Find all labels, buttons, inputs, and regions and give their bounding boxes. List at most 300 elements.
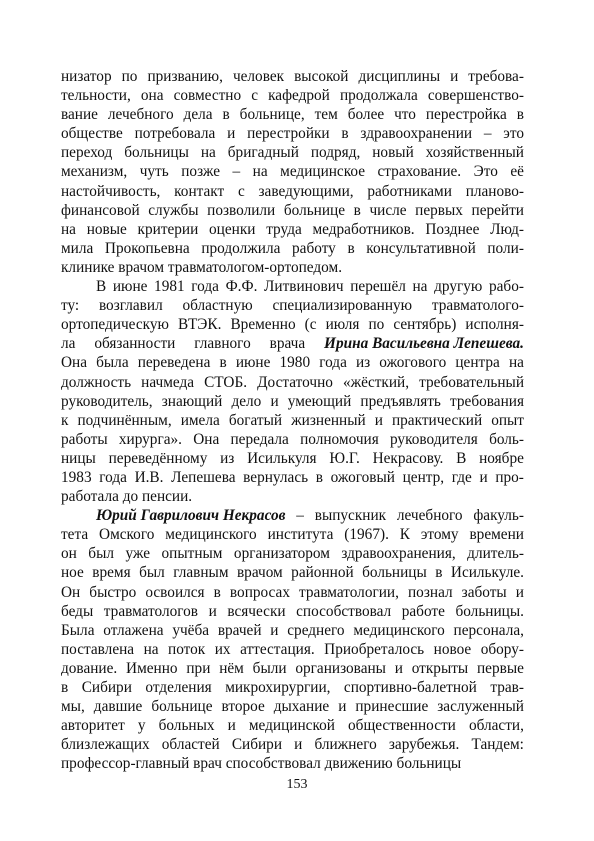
word: подчинённым, bbox=[77, 411, 172, 429]
text-line bbox=[61, 602, 524, 621]
word: времени bbox=[469, 526, 524, 544]
word: ноябре bbox=[479, 449, 524, 467]
word: районной bbox=[291, 564, 354, 582]
text-line bbox=[61, 162, 524, 181]
text-line bbox=[61, 143, 524, 162]
word: Лепешева bbox=[171, 468, 236, 486]
word: этому bbox=[420, 526, 459, 544]
word: Временно bbox=[230, 316, 296, 334]
word: тельности, bbox=[61, 87, 131, 105]
word: из bbox=[220, 449, 235, 467]
word: Сибири bbox=[81, 679, 132, 696]
word: и bbox=[479, 468, 488, 486]
word: отлажена bbox=[103, 621, 164, 639]
text-line bbox=[61, 449, 524, 468]
word: 1980 bbox=[279, 354, 311, 372]
word: страхование. bbox=[377, 163, 462, 181]
text-line bbox=[61, 411, 524, 430]
word: (с bbox=[304, 316, 317, 334]
word: больных bbox=[158, 717, 215, 735]
word: требова- bbox=[468, 68, 524, 85]
word: профессор-главный bbox=[61, 755, 190, 773]
paragraph bbox=[61, 67, 524, 277]
word: он bbox=[61, 545, 77, 563]
word: их bbox=[214, 640, 231, 658]
word: позже bbox=[181, 163, 220, 181]
word: Она bbox=[61, 354, 88, 372]
word: позволили bbox=[207, 201, 276, 219]
word: ВТЭК. bbox=[177, 316, 222, 334]
word: настойчивость, bbox=[61, 182, 161, 200]
word: к bbox=[61, 411, 69, 429]
word: вание bbox=[61, 106, 98, 124]
word: низатор bbox=[61, 68, 112, 85]
word: Литвинович bbox=[264, 278, 344, 296]
word: сентябрь) bbox=[393, 316, 457, 334]
text-line bbox=[61, 86, 524, 105]
paragraph bbox=[61, 506, 524, 773]
word: всячески bbox=[227, 602, 286, 620]
word: года bbox=[191, 278, 219, 296]
word: 1983 bbox=[61, 468, 92, 486]
word: обязанности bbox=[94, 335, 176, 353]
word: Позднее bbox=[425, 220, 480, 238]
text-line bbox=[61, 659, 524, 678]
text-line bbox=[61, 182, 524, 201]
word: ортопедическую bbox=[61, 316, 169, 334]
word: авторитет bbox=[61, 717, 125, 735]
word: перестройки bbox=[247, 125, 330, 143]
word: – bbox=[232, 163, 241, 181]
word: среднего bbox=[287, 621, 345, 639]
word: вернулась bbox=[243, 468, 309, 486]
word: поли- bbox=[487, 239, 524, 257]
word: К bbox=[399, 526, 410, 544]
text-line bbox=[61, 583, 524, 602]
word: Тандем: bbox=[471, 736, 524, 754]
text-line bbox=[61, 525, 524, 544]
word: новые bbox=[86, 220, 127, 238]
word: врача bbox=[269, 335, 306, 353]
word: боль- bbox=[489, 430, 524, 448]
word: и bbox=[374, 411, 383, 429]
word: в bbox=[435, 564, 443, 582]
text-line bbox=[61, 430, 524, 449]
word: в bbox=[341, 125, 349, 143]
word: предъявлять bbox=[360, 392, 441, 410]
word: трав- bbox=[490, 679, 524, 696]
word: выпускник bbox=[314, 507, 387, 525]
word: центра bbox=[455, 354, 500, 372]
word: Исилькуле. bbox=[450, 564, 524, 582]
word: и bbox=[338, 698, 347, 716]
text-line bbox=[61, 697, 524, 716]
word: и bbox=[450, 68, 459, 85]
word: больнице bbox=[283, 201, 346, 219]
text-line bbox=[61, 239, 524, 258]
word: на bbox=[200, 144, 216, 162]
word: июля bbox=[325, 316, 360, 334]
word: и bbox=[270, 392, 279, 410]
word: беды bbox=[61, 602, 94, 620]
word: нём bbox=[219, 659, 244, 677]
text-line bbox=[61, 67, 524, 86]
word: финансовой bbox=[61, 201, 140, 219]
word: продолжила bbox=[201, 239, 281, 257]
word: новое bbox=[433, 640, 472, 658]
text-line bbox=[61, 716, 524, 735]
word: начмеда bbox=[141, 373, 195, 391]
word: требования bbox=[450, 392, 524, 410]
word: продолжала bbox=[339, 87, 418, 105]
word: медицинской bbox=[248, 717, 335, 735]
text-line bbox=[61, 678, 524, 697]
word: критерии bbox=[137, 220, 199, 238]
word: Достаточно bbox=[257, 373, 333, 391]
word: и bbox=[294, 736, 303, 754]
text-line bbox=[61, 334, 524, 353]
text-line bbox=[61, 220, 524, 239]
word: медицинского bbox=[165, 526, 257, 544]
word: года bbox=[99, 468, 127, 486]
word: хозяйственный bbox=[425, 144, 524, 162]
text-line bbox=[61, 353, 524, 372]
word: более bbox=[347, 106, 385, 124]
word: познал bbox=[408, 583, 453, 601]
word: отделения bbox=[145, 679, 212, 696]
word: травматологов bbox=[103, 602, 199, 620]
word: заботы bbox=[461, 583, 507, 601]
word: и bbox=[208, 602, 217, 620]
word: зарубежья. bbox=[388, 736, 460, 754]
word: механизм, bbox=[61, 163, 128, 181]
word: труда bbox=[266, 220, 302, 238]
word: организованы bbox=[295, 659, 386, 677]
text-line bbox=[61, 754, 524, 773]
word: (1967). bbox=[344, 526, 389, 544]
word: была bbox=[96, 354, 129, 372]
word: работу bbox=[292, 239, 336, 257]
word: способствовал bbox=[225, 755, 321, 773]
word: работала до пенсии. bbox=[61, 488, 193, 506]
word: на bbox=[252, 163, 268, 181]
word: областную bbox=[182, 297, 253, 315]
word: В bbox=[96, 278, 107, 296]
text-line bbox=[61, 277, 524, 296]
word: подряд, bbox=[310, 144, 361, 162]
word: у bbox=[137, 717, 146, 735]
word: И.В. bbox=[134, 468, 164, 486]
word: возглавил bbox=[98, 297, 163, 315]
word: длитель- bbox=[467, 545, 524, 563]
word: открыты bbox=[411, 659, 469, 677]
word: Исилькуля bbox=[247, 449, 317, 467]
word: работниками bbox=[367, 182, 452, 200]
word: высокой bbox=[294, 68, 349, 85]
word: давшие bbox=[93, 698, 143, 716]
word: перейти bbox=[471, 201, 524, 219]
word: первых bbox=[415, 201, 463, 219]
word: общественности bbox=[348, 717, 456, 735]
word: дисциплины bbox=[358, 68, 441, 85]
word: богатый bbox=[228, 411, 283, 429]
word: совершенство- bbox=[427, 87, 524, 105]
word: и bbox=[227, 125, 236, 143]
word: обору- bbox=[480, 640, 524, 658]
word: дование. bbox=[61, 659, 118, 677]
text-line bbox=[61, 506, 524, 525]
word: центр, bbox=[402, 468, 445, 486]
word: «жёсткий, bbox=[342, 373, 410, 391]
word: ту: bbox=[61, 297, 80, 315]
page-body-text bbox=[61, 67, 524, 773]
word: июне bbox=[235, 354, 271, 372]
word: Прокопьевна bbox=[104, 239, 190, 257]
word: человек bbox=[232, 68, 285, 85]
word: переход bbox=[61, 144, 113, 162]
word: на bbox=[412, 278, 428, 296]
word: Сибири bbox=[231, 736, 283, 754]
word: освоился bbox=[145, 583, 205, 601]
word: передала bbox=[230, 430, 289, 448]
word: с bbox=[237, 182, 245, 200]
word: ближнего bbox=[314, 736, 377, 754]
word: жизненный bbox=[291, 411, 366, 429]
word: новый bbox=[372, 144, 414, 162]
word: учёба bbox=[172, 621, 210, 639]
word: совместно bbox=[173, 87, 242, 105]
word: тем bbox=[314, 106, 338, 124]
word: Приобреталось bbox=[324, 640, 425, 658]
word: планово- bbox=[465, 182, 524, 200]
word: и bbox=[515, 583, 524, 601]
word: были bbox=[252, 659, 287, 677]
word: ожогового bbox=[379, 354, 447, 372]
word: лечебного bbox=[396, 507, 463, 525]
word: по bbox=[121, 68, 138, 85]
word: хирурга». bbox=[118, 430, 182, 448]
word: перешёл bbox=[350, 278, 406, 296]
word: больнице, bbox=[239, 106, 305, 124]
text-line bbox=[61, 201, 524, 220]
text-line bbox=[61, 621, 524, 640]
word: персонала, bbox=[453, 621, 524, 639]
word: службы bbox=[148, 201, 199, 219]
word: практический bbox=[391, 411, 483, 429]
word: июне bbox=[112, 278, 148, 296]
word: где bbox=[451, 468, 472, 486]
word: Это bbox=[473, 163, 498, 181]
word: аттестация. bbox=[240, 640, 315, 658]
word: она bbox=[140, 87, 164, 105]
word: Была bbox=[61, 621, 95, 639]
text-line bbox=[61, 563, 524, 582]
word: и bbox=[270, 621, 279, 639]
word: дыхание bbox=[273, 698, 330, 716]
word: руководителя bbox=[389, 430, 478, 448]
text-line bbox=[61, 487, 524, 506]
word: в bbox=[347, 239, 355, 257]
word: спортивно-балетной bbox=[343, 679, 477, 696]
word: это bbox=[503, 125, 524, 143]
word: тета bbox=[61, 526, 89, 544]
word: исполня- bbox=[465, 316, 524, 334]
word: кафедрой bbox=[268, 87, 330, 105]
word: потребовала bbox=[134, 125, 216, 143]
word: ла bbox=[61, 335, 76, 353]
word: работе bbox=[401, 602, 445, 620]
word: Некрасову. bbox=[372, 449, 444, 467]
word: близлежащих bbox=[61, 736, 150, 754]
word: обществе bbox=[61, 125, 123, 143]
paragraph bbox=[61, 277, 524, 506]
word: клинике врачом травматологом-ортопедом. bbox=[61, 258, 343, 276]
word: 1981 bbox=[154, 278, 185, 296]
word: главным bbox=[173, 564, 229, 582]
word: ницы bbox=[61, 449, 96, 467]
word: имела bbox=[180, 411, 220, 429]
word: травматологии, bbox=[299, 583, 399, 601]
word: больницы. bbox=[455, 602, 524, 620]
word: что bbox=[394, 106, 416, 124]
page-number: 153 bbox=[286, 777, 308, 792]
word: оценки bbox=[209, 220, 256, 238]
word: по bbox=[368, 316, 385, 334]
word: переведённому bbox=[108, 449, 208, 467]
word: Он bbox=[61, 583, 81, 601]
word: принесшие bbox=[355, 698, 429, 716]
word: её bbox=[510, 163, 524, 181]
word: заведующими, bbox=[258, 182, 354, 200]
word: призванию, bbox=[147, 68, 223, 85]
person-name: Ирина Васильевна Лепешева. bbox=[324, 335, 524, 353]
word: на bbox=[61, 220, 76, 238]
word: областей bbox=[161, 736, 220, 754]
text-line bbox=[61, 373, 524, 392]
word: здравоохранении bbox=[360, 125, 473, 143]
word: больницы bbox=[124, 144, 189, 162]
word: заслуженный bbox=[437, 698, 524, 716]
word: быстро bbox=[89, 583, 137, 601]
word: с bbox=[251, 87, 259, 105]
word: контакт bbox=[174, 182, 225, 200]
word: мы, bbox=[61, 698, 85, 716]
word: поставлена bbox=[61, 640, 135, 658]
word: факуль- bbox=[473, 507, 524, 525]
text-line bbox=[61, 296, 524, 315]
word: ожоговый bbox=[330, 468, 395, 486]
text-line bbox=[61, 105, 524, 124]
word: был bbox=[139, 564, 165, 582]
word: опыт bbox=[491, 411, 524, 429]
word: института bbox=[267, 526, 334, 544]
word: Люд- bbox=[490, 220, 524, 238]
word: в bbox=[353, 201, 361, 219]
word: врачей bbox=[217, 621, 262, 639]
word: – bbox=[296, 507, 304, 525]
word: числе bbox=[369, 201, 407, 219]
word: дело bbox=[231, 392, 262, 410]
word: Она bbox=[193, 430, 220, 448]
word: дела bbox=[183, 106, 213, 124]
word: в bbox=[213, 583, 221, 601]
word: в bbox=[61, 679, 69, 696]
word: опытным bbox=[161, 545, 223, 563]
word: время bbox=[92, 564, 131, 582]
word: бригадный bbox=[227, 144, 299, 162]
word: СТОБ. bbox=[204, 373, 248, 391]
word: медицинское bbox=[280, 163, 366, 181]
word: травматолого- bbox=[431, 297, 524, 315]
word: был bbox=[88, 545, 114, 563]
word: полномочия bbox=[300, 430, 379, 448]
word: первые bbox=[476, 659, 524, 677]
word: Именно bbox=[126, 659, 178, 677]
word: Ф.Ф. bbox=[225, 278, 258, 296]
word: мила bbox=[61, 239, 94, 257]
word: знающий bbox=[161, 392, 223, 410]
word: из bbox=[355, 354, 371, 372]
word: рабо- bbox=[488, 278, 524, 296]
word: области, bbox=[468, 717, 524, 735]
word: способствовал bbox=[296, 602, 392, 620]
text-line bbox=[61, 392, 524, 411]
word: движению bbox=[324, 755, 393, 773]
word: – bbox=[483, 125, 492, 143]
word: поток bbox=[168, 640, 206, 658]
word: больницы bbox=[362, 564, 427, 582]
word: в bbox=[219, 354, 227, 372]
word: ное bbox=[61, 564, 84, 582]
word: Омского bbox=[99, 526, 155, 544]
person-name: Юрий Гаврилович Некрасов bbox=[96, 507, 286, 525]
word: консультативной bbox=[366, 239, 476, 257]
text-line bbox=[61, 258, 524, 277]
word: врач bbox=[193, 755, 222, 773]
text-line bbox=[61, 124, 524, 143]
text-line bbox=[61, 468, 524, 487]
word: при bbox=[186, 659, 211, 677]
word: должность bbox=[61, 373, 132, 391]
word: больницы bbox=[396, 755, 462, 773]
word: переведена bbox=[137, 354, 211, 372]
word: второе bbox=[221, 698, 265, 716]
word: врачом bbox=[236, 564, 283, 582]
word: и bbox=[394, 659, 403, 677]
text-line bbox=[61, 315, 524, 334]
word: Ю.Г. bbox=[329, 449, 360, 467]
word: больнице bbox=[151, 698, 213, 716]
word: вопросах bbox=[229, 583, 290, 601]
word: здравоохранения, bbox=[341, 545, 456, 563]
word: руководитель, bbox=[61, 392, 153, 410]
word: специализированную bbox=[272, 297, 413, 315]
word: медицинского bbox=[353, 621, 445, 639]
word: в bbox=[516, 106, 524, 124]
word: про- bbox=[495, 468, 524, 486]
word: микрохирургии, bbox=[225, 679, 331, 696]
word: и bbox=[227, 717, 236, 735]
text-line bbox=[61, 544, 524, 563]
word: медработников. bbox=[312, 220, 415, 238]
word: главного bbox=[194, 335, 251, 353]
word: другую bbox=[434, 278, 483, 296]
word: требовательный bbox=[419, 373, 524, 391]
word: в bbox=[222, 106, 230, 124]
word: в bbox=[315, 468, 323, 486]
word: чуть bbox=[139, 163, 169, 181]
word: умеющий bbox=[287, 392, 352, 410]
